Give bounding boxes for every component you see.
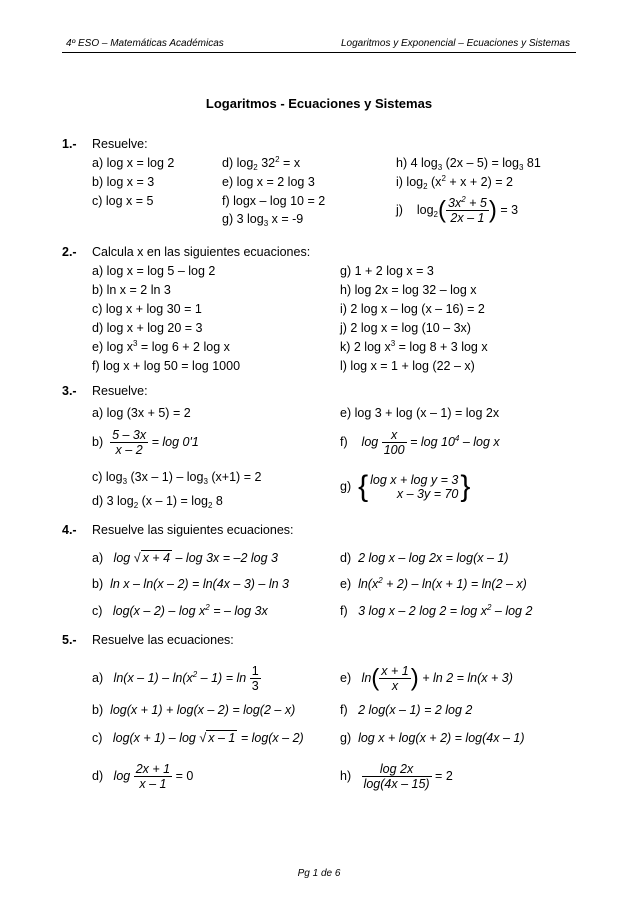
section-2-number: 2.- xyxy=(62,245,77,259)
s5-item-g: g) log x + log(x + 2) = log(4x – 1) xyxy=(340,731,525,745)
header-left: 4º ESO – Matemáticas Académicas xyxy=(66,38,224,49)
s1-item-g: g) 3 $\log_3 x = -9$ xyxy=(222,212,304,228)
s1-item-e: e) log x = 2 log 3 xyxy=(222,175,315,189)
section-5-number: 5.- xyxy=(62,633,77,647)
s1-item-c: c) log x = 5 xyxy=(92,194,154,208)
header-rule xyxy=(62,52,576,53)
s5-item-h: h) $\frac{\log 2x}{\log(4x - 15)}$ = 2 xyxy=(340,762,453,791)
s1-item-a: a) log x = log 2 xyxy=(92,156,175,170)
s4-item-f: f) 3 log x – 2 $\log 2 = \log x^2 - \log 2$ xyxy=(340,603,533,618)
s3-item-a: a) log (3x + 5) = 2 xyxy=(92,406,191,420)
section-4-heading: Resuelve las siguientes ecuaciones: xyxy=(92,523,294,537)
s1-item-h: h) 4 $\log_3 (2x - 5) = \log_3 81$ xyxy=(396,156,541,172)
page-title: Logaritmos - Ecuaciones y Sistemas xyxy=(205,96,433,111)
s3-item-f: f) log $\frac{x}{100}$ = $\log 10^4$ – log x xyxy=(340,428,500,457)
s1-item-f: f) logx – log 10 = 2 xyxy=(222,194,326,208)
header-right: Logaritmos y Exponencial – Ecuaciones y Sistemas xyxy=(340,38,570,49)
s1-item-i: i) $\log_2 (x^2 + x + 2) = 2$ xyxy=(396,174,513,191)
section-1-heading: Resuelve: xyxy=(92,137,148,151)
s2-item-h: h) log 2x = log 32 – log x xyxy=(340,283,477,297)
s5-item-b: b) log(x + 1) + log(x – 2) = log(2 – x) xyxy=(92,703,296,717)
s1-item-d: d) $\log_2 32^2 = x$ xyxy=(222,155,301,172)
s2-item-j: j) 2 log x = log (10 – 3x) xyxy=(340,321,471,335)
s2-item-c: c) log x + log 30 = 1 xyxy=(92,302,202,316)
s4-item-b: b) ln x – ln(x – 2) = ln(4x – 3) – ln 3 xyxy=(92,577,289,591)
section-1-number: 1.- xyxy=(62,137,77,151)
s2-item-l: l) log x = 1 + log (22 – x) xyxy=(340,359,475,373)
s2-item-a: a) log x = log 5 – log 2 xyxy=(92,264,216,278)
section-5-heading: Resuelve las ecuaciones: xyxy=(92,633,234,647)
section-3-number: 3.- xyxy=(62,384,77,398)
s2-item-f: f) log x + log 50 = log 1000 xyxy=(92,359,241,373)
section-2-heading: Calcula x en las siguientes ecuaciones: xyxy=(92,245,311,259)
s2-item-d: d) log x + log 20 = 3 xyxy=(92,321,203,335)
s2-item-b: b) ln x = 2 ln 3 xyxy=(92,283,171,297)
s5-item-a: a) $\ln(x - 1) - \ln(x^2 - 1) = \ln$ $\frac{1}{3}$ xyxy=(92,664,259,693)
s5-item-f: f) 2 log(x – 1) = 2 log 2 xyxy=(340,703,473,717)
s5-item-e: e) ln( $\frac{x + 1}{x}$ ) + ln 2 = ln(x + 3) xyxy=(340,664,513,693)
s4-item-d: d) 2 log x – log 2x = log(x – 1) xyxy=(340,551,509,565)
s2-item-k: k) 2 $\log x^3 = \log 8 + 3$ log x xyxy=(340,339,488,354)
section-3-heading: Resuelve: xyxy=(92,384,148,398)
s3-item-b: b) $\frac{5 - 3x}{x - 2}$ = log 0'1 xyxy=(92,428,199,457)
s1-item-j: j) $\log_2$( $\frac{3x^2 + 5}{2x - 1}$ ) = 3 xyxy=(396,195,519,225)
page-footer: Pg 1 de 6 xyxy=(297,868,341,879)
section-4-number: 4.- xyxy=(62,523,77,537)
s4-item-c: c) $\log(x - 2) - \log x^2$ = – log 3x xyxy=(92,603,268,618)
s3-item-g: g) { log x + log y = 3 x – 3y = 70 } xyxy=(340,470,471,503)
s2-item-e: e) $\log x^3 = \log 6 + 2$ log x xyxy=(92,339,230,354)
s3-item-d: d) 3 $\log_2 (x - 1) = \log_2 8$ xyxy=(92,494,223,510)
s5-item-d: d) log $\frac{2x + 1}{x - 1}$ = 0 xyxy=(92,762,194,791)
s4-item-e: e) $\ln(x^2 + 2) - \ln(x + 1) = \ln(2 - x)$ xyxy=(340,576,527,591)
s3-item-e: e) log 3 + log (x – 1) = log 2x xyxy=(340,406,500,420)
s4-item-a: a) log √ x + 4 – log 3x = –2 log 3 xyxy=(92,551,279,565)
s2-item-i: i) 2 log x – log (x – 16) = 2 xyxy=(340,302,485,316)
s2-item-g: g) 1 + 2 log x = 3 xyxy=(340,264,434,278)
s3-item-c: c) $\log_3 (3x - 1) - \log_3 (x+1) = 2$ xyxy=(92,470,262,486)
s1-item-b: b) log x = 3 xyxy=(92,175,155,189)
s5-item-c: c) log(x + 1) – log √ x – 1 = log(x – 2) xyxy=(92,731,304,745)
